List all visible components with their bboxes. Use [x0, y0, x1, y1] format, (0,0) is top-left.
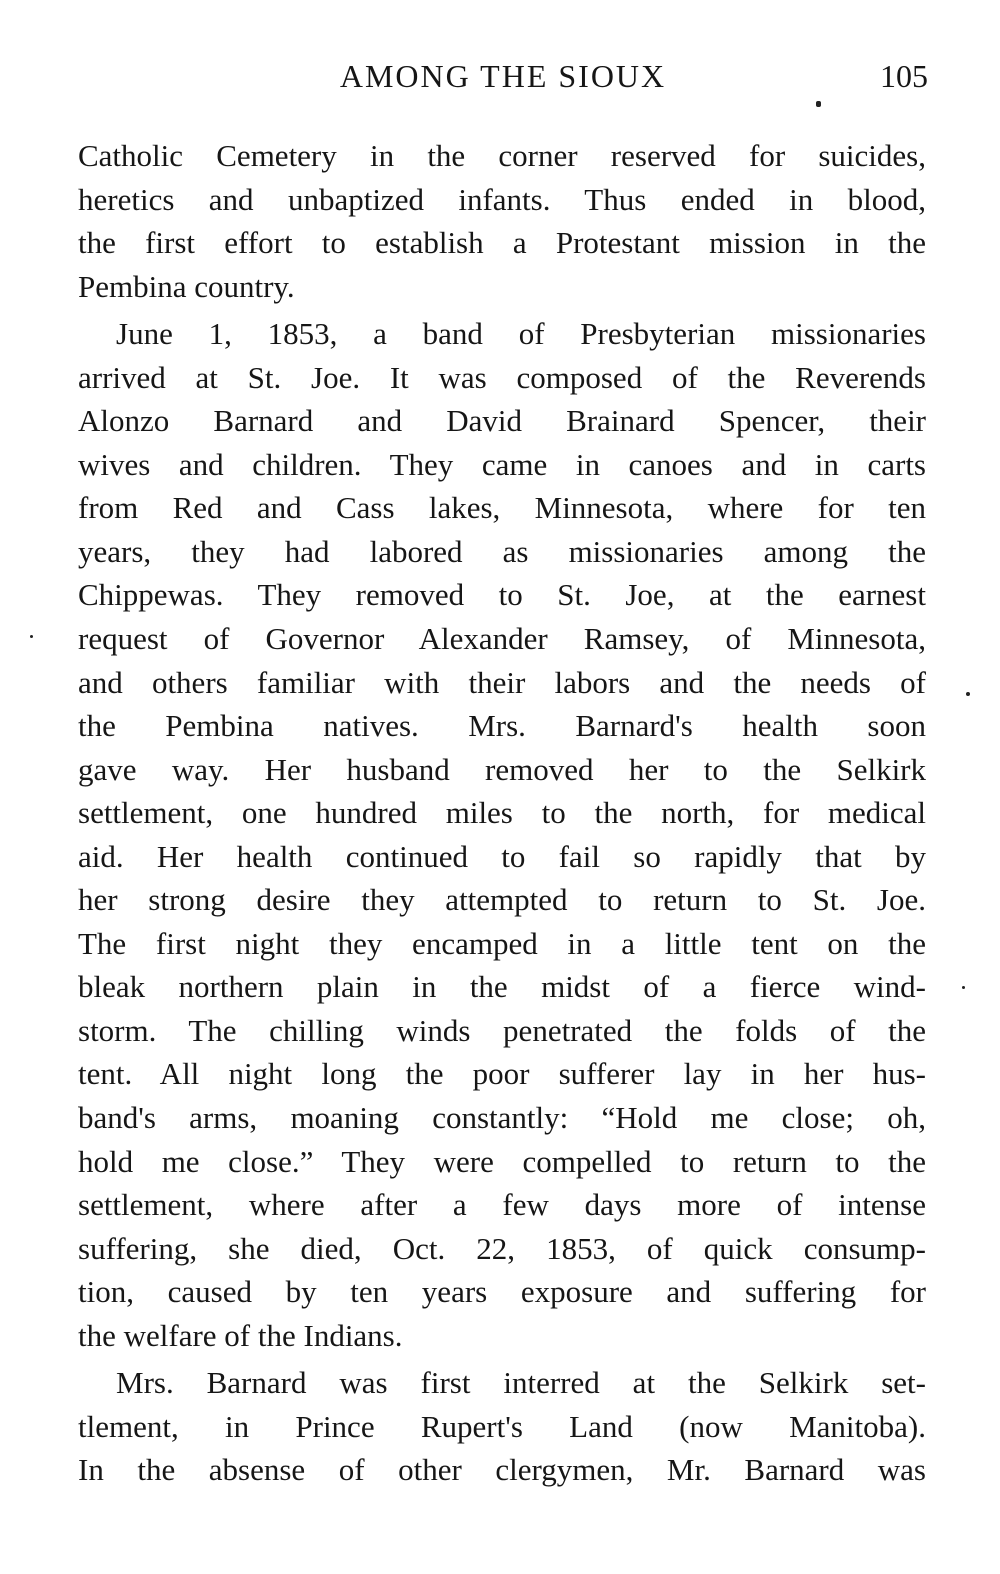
text-line: arrived at St. Joe. It was composed of the Reverends — [78, 359, 926, 395]
chapter-title: AMONG THE SIOUX — [339, 58, 667, 94]
text-line: The first night they encamped in a little tent on the — [78, 925, 926, 961]
text-line: and others familiar with their labors and the needs of — [78, 664, 926, 700]
text-line: her strong desire they attempted to return to St. Joe. — [78, 882, 926, 918]
text-line: request of Governor Alexander Ramsey, of Minnesota, — [78, 621, 926, 657]
text-line: settlement, one hundred miles to the north, for medical — [78, 795, 926, 831]
text-line: band's arms, moaning constantly: “Hold me close; oh, — [78, 1100, 926, 1136]
text-line: In the absense of other clergymen, Mr. Barnard was — [78, 1452, 926, 1488]
text-line: the welfare of the Indians. — [78, 1317, 403, 1353]
text-line: Mrs. Barnard was first interred at the Selkirk set- — [116, 1365, 926, 1401]
text-line: gave way. Her husband removed her to the Selkirk — [78, 751, 926, 787]
text-line: heretics and unbaptized infants. Thus ended in blood, — [78, 181, 926, 217]
paragraph-1 — [78, 134, 926, 308]
text-line: bleak northern plain in the midst of a fierce wind- — [78, 969, 926, 1005]
text-line: settlement, where after a few days more of intense — [78, 1187, 926, 1223]
text-line: aid. Her health continued to fail so rapidly that by — [78, 838, 926, 874]
text-line: wives and children. They came in canoes and in carts — [78, 446, 926, 482]
text-line: Catholic Cemetery in the corner reserved for suicides, — [78, 138, 926, 173]
text-line: tion, caused by ten years exposure and suffering for — [78, 1274, 926, 1310]
text-line: the first effort to establish a Protestant mission in the — [78, 225, 926, 261]
text-line: tent. All night long the poor sufferer lay in her hus- — [78, 1056, 926, 1092]
paragraph-3 — [78, 1361, 926, 1492]
ink-speck — [816, 101, 821, 107]
text-line: storm. The chilling winds penetrated the folds of the — [78, 1012, 926, 1048]
running-header — [78, 56, 928, 96]
text-line: the Pembina natives. Mrs. Barnard's health soon — [78, 708, 926, 744]
body-text — [78, 134, 926, 1492]
text-line: Alonzo Barnard and David Brainard Spencer, their — [78, 403, 926, 439]
text-line: Pembina country. — [78, 268, 295, 304]
text-line: years, they had labored as missionaries among the — [78, 533, 926, 569]
text-line: hold me close.” They were compelled to return to the — [78, 1143, 926, 1179]
text-line: June 1, 1853, a band of Presbyterian missionaries — [116, 316, 926, 352]
paragraph-2 — [78, 312, 926, 1357]
text-line: suffering, she died, Oct. 22, 1853, of quick consump- — [78, 1230, 926, 1266]
text-line: Chippewas. They removed to St. Joe, at the earnest — [78, 577, 926, 613]
text-line: tlement, in Prince Rupert's Land (now Manitoba). — [78, 1408, 926, 1444]
ink-speck — [966, 692, 970, 696]
page-number: 105 — [880, 58, 928, 94]
ink-speck — [30, 635, 33, 638]
ink-speck — [962, 986, 965, 989]
text-line: from Red and Cass lakes, Minnesota, where for ten — [78, 490, 926, 526]
